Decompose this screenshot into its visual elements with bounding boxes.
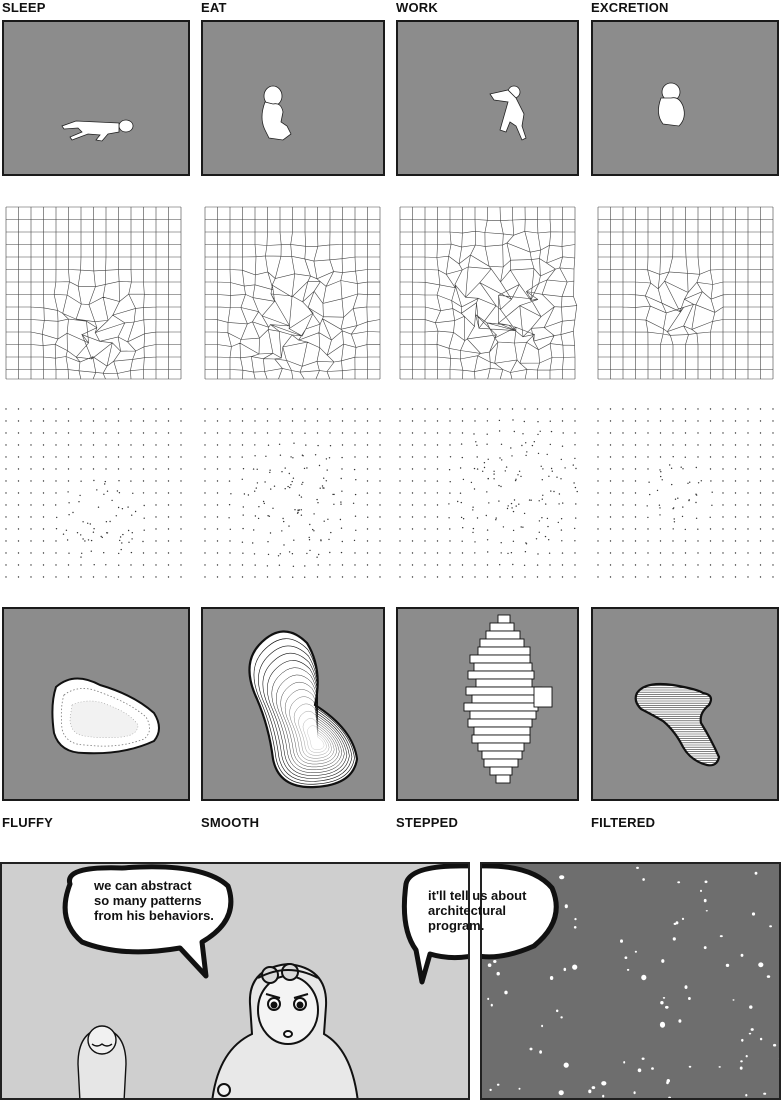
point-cloud-excretion — [594, 405, 780, 580]
grid-lines — [400, 207, 577, 379]
deformed-grid-eat — [201, 205, 385, 380]
label-smooth: SMOOTH — [201, 815, 260, 830]
panel-work — [396, 20, 579, 176]
panel-stepped — [396, 607, 579, 801]
filtered-shape-icon — [593, 609, 779, 801]
comic-characters-illustration — [2, 864, 470, 1100]
grid-lines — [6, 207, 181, 379]
panel-sleep — [2, 20, 190, 176]
label-filtered: FILTERED — [591, 815, 656, 830]
point-cloud-eat — [201, 405, 387, 580]
point-cloud-work — [396, 405, 582, 580]
speech-bubble-right-continuation — [482, 864, 781, 1100]
panel-fluffy — [2, 607, 190, 801]
label-work: WORK — [396, 0, 438, 15]
working-figure-icon — [398, 22, 579, 176]
panel-excretion — [591, 20, 779, 176]
sleeping-figure-icon — [4, 22, 190, 176]
speech-text-right: it'll tell us about architectural program. — [428, 888, 527, 933]
grid-lines — [205, 207, 380, 379]
fluffy-shape-icon — [4, 609, 190, 801]
deformed-grid-work — [396, 205, 580, 380]
point-cloud-sleep — [2, 405, 188, 580]
panel-eat — [201, 20, 385, 176]
comic-panel-left — [0, 862, 470, 1100]
deformed-grid-sleep — [2, 205, 186, 380]
label-sleep: SLEEP — [2, 0, 46, 15]
point-cloud-dots — [399, 408, 578, 577]
speech-text-left: we can abstract so many patterns from his behaviors. — [94, 878, 214, 923]
eating-figure-icon — [203, 22, 385, 176]
label-excretion: EXCRETION — [591, 0, 669, 15]
small-character-icon — [78, 1026, 126, 1100]
point-cloud-dots — [204, 408, 380, 578]
stepped-shape-icon — [398, 609, 579, 801]
label-eat: EAT — [201, 0, 227, 15]
point-cloud-dots — [5, 408, 181, 577]
panel-smooth — [201, 607, 385, 801]
stepped-blocks — [464, 615, 552, 783]
smooth-contour-shape-icon — [203, 609, 385, 801]
contour-lines — [249, 631, 357, 787]
panel-filtered — [591, 607, 779, 801]
grid-lines — [598, 207, 773, 379]
label-stepped: STEPPED — [396, 815, 459, 830]
point-cloud-dots — [597, 408, 773, 577]
crouching-figure-icon — [593, 22, 779, 176]
deformed-grid-excretion — [594, 205, 778, 380]
main-character-icon — [212, 964, 358, 1100]
label-fluffy: FLUFFY — [2, 815, 54, 830]
